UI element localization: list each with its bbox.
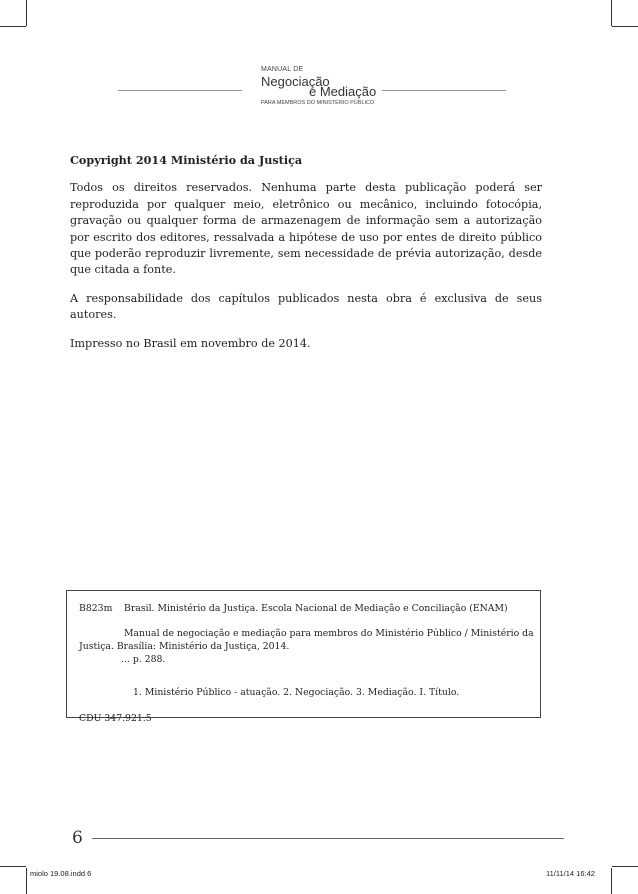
rights-paragraph: Todos os direitos reservados. Nenhuma parte desta publicação poderá ser reproduzida por qualquer meio, eletrônico ou mecânico, incluindo fotocópia, gravação ou qualquer forma de armazenagem de informação sem a autorização por escrito dos editores, ressalvada a hipótese de uso por entes de direito público que poderão reproduzir livremente, sem necessidade de prévia autorização, desde que citada a fonte.	[70, 181, 542, 277]
crop-mark	[0, 866, 26, 867]
crop-mark	[26, 868, 27, 894]
manual-logo	[257, 66, 377, 110]
header-rule-right	[382, 90, 506, 91]
catalog-cdu: CDU 347.921.5	[79, 713, 152, 724]
catalog-description	[79, 627, 539, 653]
header-rule-left	[118, 90, 242, 91]
logo-subtitle: PARA MEMBROS DO MINISTÉRIO PÚBLICO	[261, 100, 375, 106]
crop-mark	[611, 868, 612, 894]
page-number: 6	[72, 828, 83, 848]
crop-mark	[0, 26, 26, 27]
catalog-record-box	[66, 590, 541, 724]
crop-mark	[26, 0, 27, 26]
responsibility-paragraph: A responsabilidade dos capítulos publicados nesta obra é exclusiva de seus autores.	[70, 291, 542, 322]
slug-timestamp: 11/11/14 16:42	[546, 869, 595, 878]
printed-paragraph: Impresso no Brasil em novembro de 2014.	[70, 336, 311, 350]
copyright-section	[70, 152, 542, 364]
crop-mark	[611, 0, 612, 26]
logo-negociacao-text: Negociação	[261, 74, 330, 89]
catalog-entry: Brasil. Ministério da Justiça. Escola Nacional de Mediação e Conciliação (ENAM)	[124, 603, 508, 614]
footer-rule	[92, 838, 564, 839]
logo-manual-text: MANUAL DE	[261, 66, 304, 73]
slug-filename: miolo 19.08.indd 6	[30, 869, 92, 878]
catalog-pages: ... p. 288.	[121, 654, 166, 665]
logo-mediacao-text: e Mediação	[309, 84, 377, 99]
crop-mark	[612, 26, 638, 27]
catalog-subjects: 1. Ministério Público - atuação. 2. Negociação. 3. Mediação. I. Título.	[133, 687, 460, 698]
catalog-code: B823m	[79, 603, 113, 614]
catalog-description-text: Manual de negociação e mediação para membros do Ministério Público / Ministério da Justiça. Brasília: Ministério da Justiça, 2014.	[79, 628, 534, 652]
crop-mark	[612, 866, 638, 867]
copyright-title: Copyright 2014 Ministério da Justiça	[70, 153, 303, 167]
